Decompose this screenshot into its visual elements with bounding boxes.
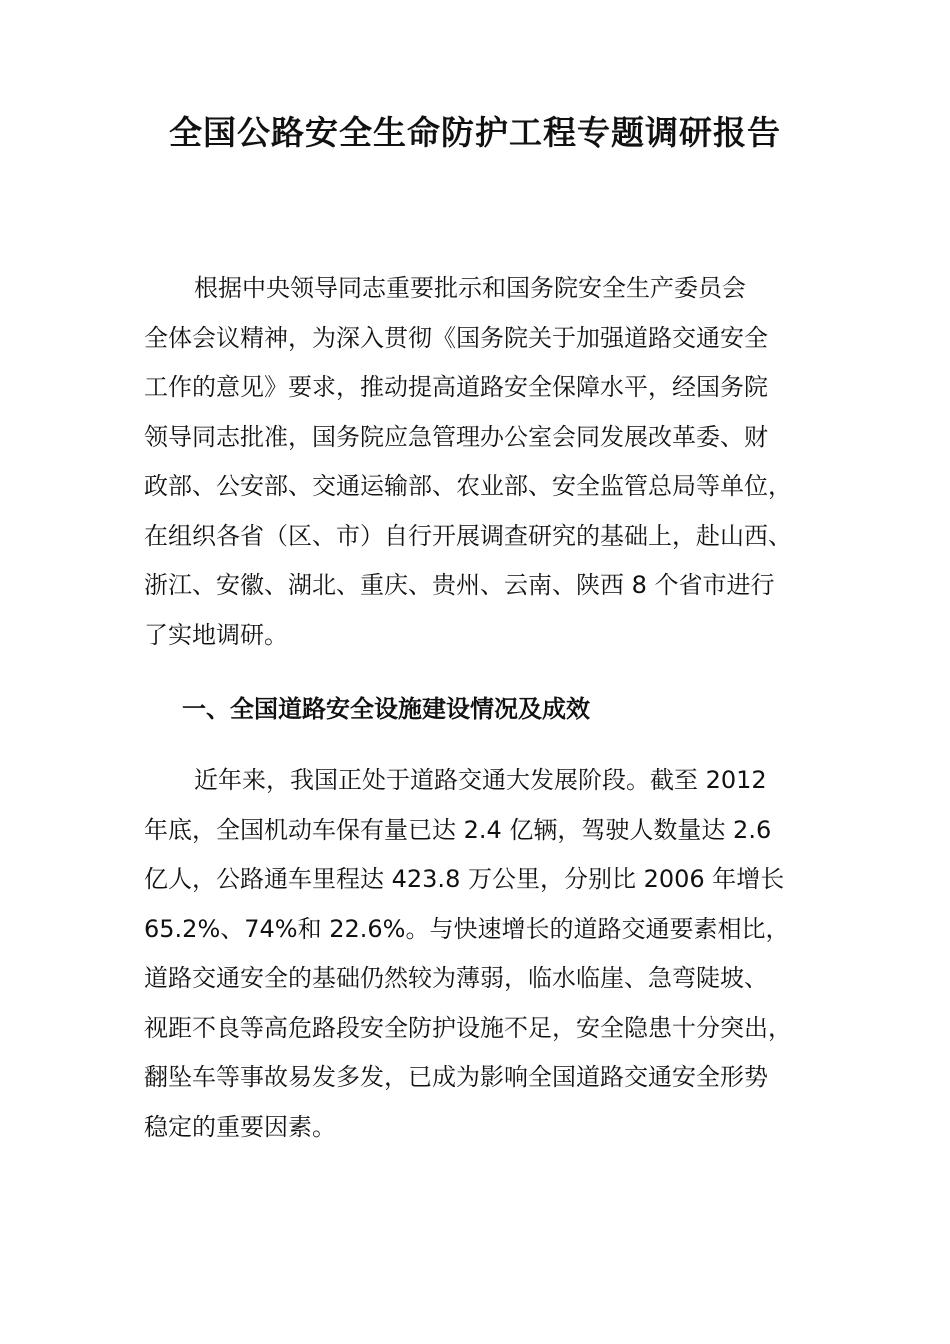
- paragraph-line: 在组织各省（区、市）自行开展调查研究的基础上，赴山西、: [144, 521, 792, 550]
- section-paragraph: [144, 756, 834, 1152]
- paragraph-line: 工作的意见》要求，推动提高道路安全保障水平，经国务院: [144, 373, 768, 401]
- paragraph-line: 根据中央领导同志重要批示和国务院安全生产委员会: [194, 274, 746, 302]
- paragraph-line: 65.2%、74%和 22.6%。与快速增长的道路交通要素相比，: [144, 914, 790, 943]
- paragraph-line: 翻坠车等事故易发多发，已成为影响全国道路交通安全形势: [144, 1063, 768, 1091]
- paragraph-line: 全体会议精神，为深入贯彻《国务院关于加强道路交通安全: [144, 323, 768, 352]
- paragraph-line: 视距不良等高危路段安全防护设施不足，安全隐患十分突出，: [144, 1013, 792, 1042]
- intro-paragraph: [144, 264, 834, 660]
- section-heading: 一、全国道路安全设施建设情况及成效: [182, 695, 590, 723]
- paragraph-line: 亿人，公路通车里程达 423.8 万公里，分别比 2006 年增长: [144, 865, 785, 893]
- paragraph-line: 稳定的重要因素。: [144, 1112, 336, 1141]
- paragraph-line: 年底，全国机动车保有量已达 2.4 亿辆，驾驶人数量达 2.6: [144, 815, 772, 844]
- document-title: 全国公路安全生命防护工程专题调研报告: [169, 113, 781, 152]
- paragraph-line: 政部、公安部、交通运输部、农业部、安全监管总局等单位，: [144, 472, 792, 500]
- paragraph-line: 浙江、安徽、湖北、重庆、贵州、云南、陕西 8 个省市进行: [144, 571, 775, 599]
- paragraph-line: 道路交通安全的基础仍然较为薄弱，临水临崖、急弯陡坡、: [144, 964, 768, 992]
- paragraph-line: 近年来，我国正处于道路交通大发展阶段。截至 2012: [194, 766, 767, 794]
- paragraph-line: 了实地调研。: [144, 620, 288, 649]
- paragraph-line: 领导同志批准，国务院应急管理办公室会同发展改革委、财: [144, 422, 768, 451]
